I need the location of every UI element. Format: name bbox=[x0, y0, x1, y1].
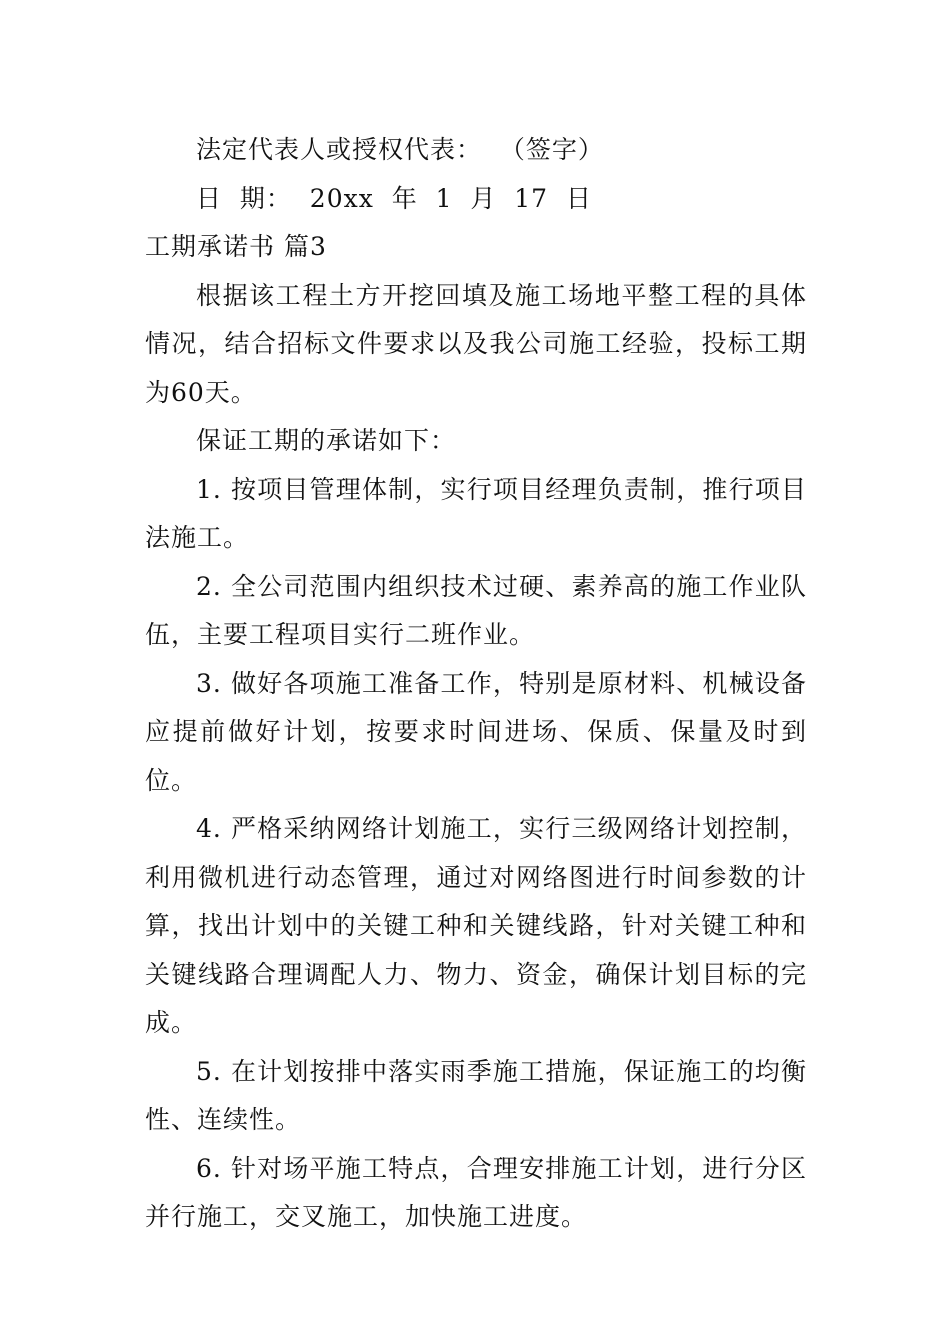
signature-line: 法定代表人或授权代表： （签字） bbox=[196, 135, 604, 164]
paragraph-commitment-heading: 保证工期的承诺如下： bbox=[196, 426, 457, 455]
section-title: 工期承诺书 篇3 bbox=[145, 232, 327, 261]
document-body bbox=[145, 126, 807, 1242]
paragraph-item-5: 5. 在计划按排中落实雨季施工措施，保证施工的均衡性、连续性。 bbox=[145, 1056, 807, 1134]
paragraph-item-6: 6. 针对场平施工特点，合理安排施工计划，进行分区并行施工，交叉施工，加快施工进度。 bbox=[145, 1153, 807, 1231]
date-line: 日 期： 20xx 年 1 月 17 日 bbox=[196, 183, 592, 213]
paragraph-item-4: 4. 严格采纳网络计划施工，实行三级网络计划控制，利用微机进行动态管理，通过对网络图进行时间参数的计算，找出计划中的关键工种和关键线路，针对关键工种和关键线路合理调配人力、物力、资金，确保计划目标的完成。 bbox=[145, 814, 807, 1037]
paragraph-item-2: 2. 全公司范围内组织技术过硬、素养高的施工作业队伍，主要工程项目实行二班作业。 bbox=[145, 571, 807, 649]
paragraph-item-1: 1. 按项目管理体制，实行项目经理负责制，推行项目法施工。 bbox=[145, 474, 807, 552]
paragraph-item-3: 3. 做好各项施工准备工作，特别是原材料、机械设备应提前做好计划，按要求时间进场、保质、保量及时到位。 bbox=[145, 668, 807, 795]
paragraph-intro: 根据该工程土方开挖回填及施工场地平整工程的具体情况，结合招标文件要求以及我公司施工经验，投标工期为60天。 bbox=[145, 280, 807, 407]
